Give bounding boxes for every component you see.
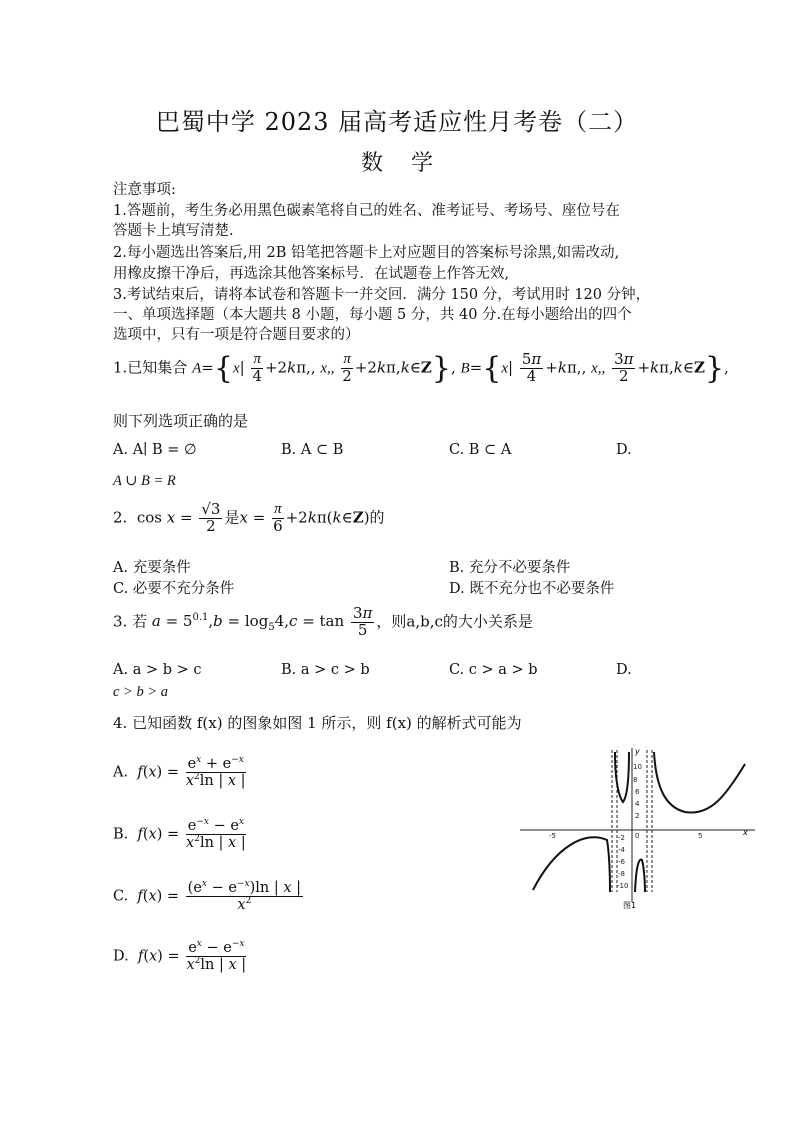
y-tick-label: 10 xyxy=(633,763,642,771)
option-c[interactable]: C. c > a > b xyxy=(449,662,538,678)
option-c[interactable]: C. f(x) = $\frac{(e^x - e^{-x})\ln | x |}{x^2}$ xyxy=(113,879,302,913)
fraction: $\frac{\pi}{4}$ xyxy=(252,351,262,385)
option-b[interactable]: B. A ⊂ B xyxy=(281,442,344,458)
notice-line: 答题卡上填写清楚. xyxy=(113,223,234,239)
question-1-stem: 1.已知集合 A={x| $\frac{\pi}{4}$ +2kπ,, x,, $\frac{\pi}{2}$ +2kπ,k∈Z}, B={x| $\frac{5\pi}{4}$ +kπ,, x,, $\frac{3\pi}{2}$ +kπ,k∈Z}, xyxy=(113,350,729,386)
q2-conclusion: x = xyxy=(239,508,266,527)
equals-sign: = xyxy=(201,358,214,377)
exam-title: 巴蜀中学 2023 届高考适应性月考卷（二） xyxy=(155,108,639,136)
fraction: $\frac{\pi}{2}$ xyxy=(342,351,352,385)
fraction: $\frac{\pi}{6}$ xyxy=(273,501,283,535)
y-tick-label: -2 xyxy=(618,834,625,842)
set-builder-var: x xyxy=(232,360,240,377)
x-axis-label: x xyxy=(743,828,748,837)
q2-condition: cos x = xyxy=(132,508,193,527)
option-c[interactable]: C. 必要不充分条件 xyxy=(113,581,235,597)
option-a[interactable]: A. 充要条件 xyxy=(113,560,191,576)
figure-caption: 图1 xyxy=(623,901,637,910)
question-3-prefix: 3. 若 xyxy=(113,612,148,631)
q2-connector: 是 xyxy=(224,508,240,527)
section-heading: 选项中，只有一项是符合题目要求的） xyxy=(113,327,360,343)
x-tick-label: 5 xyxy=(698,832,703,840)
q2-conclusion-tail: +2kπ(k∈Z) xyxy=(285,508,370,527)
fraction: $\frac{e^x - e^{-x}}{x^2\ln | x |}$ xyxy=(186,939,247,973)
option-b[interactable]: B. f(x) = $\frac{e^{-x} - e^x}{x^2\ln | x |}$ xyxy=(113,817,246,851)
section-heading: 一、单项选择题（本大题共 8 小题，每小题 5 分，共 40 分.在每小题给出的四个 xyxy=(113,307,632,323)
brace-open: { xyxy=(213,351,233,386)
option-d-content: c > b > a xyxy=(113,684,169,700)
question-2-stem xyxy=(113,502,385,535)
q3-values: $a = 5^{0.1},b = \log_54,c = \tan$ xyxy=(151,612,345,634)
option-b[interactable]: B. a > c > b xyxy=(281,662,370,678)
brace-open: { xyxy=(482,351,502,386)
question-2-suffix: 的 xyxy=(369,508,385,527)
option-a[interactable]: A. A∣ B = ∅ xyxy=(113,442,197,458)
option-d[interactable]: D. f(x) = $\frac{e^x - e^{-x}}{x^2\ln | x |}$ xyxy=(113,939,247,973)
y-tick-label: -10 xyxy=(617,882,629,890)
set-b-upper-term: +kπ,k∈Z xyxy=(637,358,705,377)
option-c[interactable]: C. B ⊂ A xyxy=(449,442,512,458)
set-a-lower-term: +2kπ,, xyxy=(264,358,321,377)
fraction: $\frac{(e^x - e^{-x})\ln | x |}{x^2}$ xyxy=(187,879,302,913)
set-b-lower-term: +kπ,, xyxy=(545,358,592,377)
curve-far-left xyxy=(533,837,610,892)
y-tick-label: -4 xyxy=(618,846,625,854)
option-d[interactable]: D. xyxy=(616,662,632,678)
y-tick-label: 6 xyxy=(635,788,640,796)
curve-right-branch xyxy=(635,859,645,892)
y-axis-label: y xyxy=(635,747,640,756)
option-b[interactable]: B. 充分不必要条件 xyxy=(449,560,571,576)
y-tick-label: -8 xyxy=(618,870,625,878)
fraction: $\frac{√3}{2}$ xyxy=(201,500,221,535)
set-a-upper-term: +2kπ,k∈Z xyxy=(354,358,432,377)
function-graph-figure xyxy=(515,742,765,912)
brace-close: } xyxy=(431,351,451,386)
option-d[interactable]: D. 既不充分也不必要条件 xyxy=(449,581,615,597)
y-tick-label: -6 xyxy=(618,858,625,866)
set-builder-var: x,, xyxy=(320,360,335,377)
notice-line: 2.每小题选出答案后,用 2B 铅笔把答题卡上对应题目的答案标号涂黑,如需改动, xyxy=(113,245,620,261)
option-a[interactable]: A. f(x) = $\frac{e^x + e^{-x}}{x^2\ln | x |}$ xyxy=(113,755,246,789)
fraction: $\frac{e^x + e^{-x}}{x^2\ln | x |}$ xyxy=(185,755,246,789)
option-d[interactable]: D. xyxy=(616,442,632,458)
brace-close: } xyxy=(704,351,725,386)
question-1-prefix: 1.已知集合 xyxy=(113,358,188,377)
fraction: $\frac{e^{-x} - e^x}{x^2\ln | x |}$ xyxy=(186,817,246,851)
notice-line: 用橡皮擦干净后，再选涂其他答案标号．在试题卷上作答无效, xyxy=(113,266,510,282)
fraction: $\frac{3\pi}{2}$ xyxy=(614,350,634,385)
y-tick-label: 8 xyxy=(633,776,638,784)
option-d-content: A ∪ B = R xyxy=(113,473,176,489)
subject-title: 数学 xyxy=(360,151,461,176)
notice-line: 1.答题前，考生务必用黑色碳素笔将自己的姓名、准考证号、考场号、座位号在 xyxy=(113,203,620,219)
question-4-stem: 4. 已知函数 f(x) 的图象如图 1 所示，则 f(x) 的解析式可能为 xyxy=(113,714,522,732)
curve-far-right xyxy=(654,752,745,813)
question-1-stem2: 则下列选项正确的是 xyxy=(113,412,249,430)
y-tick-label: 2 xyxy=(635,812,640,820)
notice-heading: 注意事项: xyxy=(113,182,176,198)
fraction: $\frac{5\pi}{4}$ xyxy=(521,350,542,385)
x-tick-label: 0 xyxy=(635,832,640,840)
set-b-symbol: B xyxy=(460,360,470,377)
question-2-prefix: 2. xyxy=(113,508,128,527)
question-3-suffix: 则a,b,c的大小关系是 xyxy=(391,612,533,631)
option-a[interactable]: A. a > b > c xyxy=(113,662,202,678)
y-tick-label: 4 xyxy=(635,800,640,808)
question-3-stem: 3. 若 $a = 5^{0.1},b = \log_54,c = \tan$ $\frac{3\pi}{5}$ ，则a,b,c的大小关系是 xyxy=(113,604,533,639)
x-tick-label: -5 xyxy=(549,832,556,840)
notice-line: 3.考试结束后，请将本试卷和答题卡一并交回．满分 150 分，考试用时 120 分钟， xyxy=(113,287,651,303)
set-builder-bar: | xyxy=(239,358,245,377)
fraction: $\frac{3\pi}{5}$ xyxy=(352,604,373,639)
set-a-symbol: A xyxy=(192,360,202,377)
